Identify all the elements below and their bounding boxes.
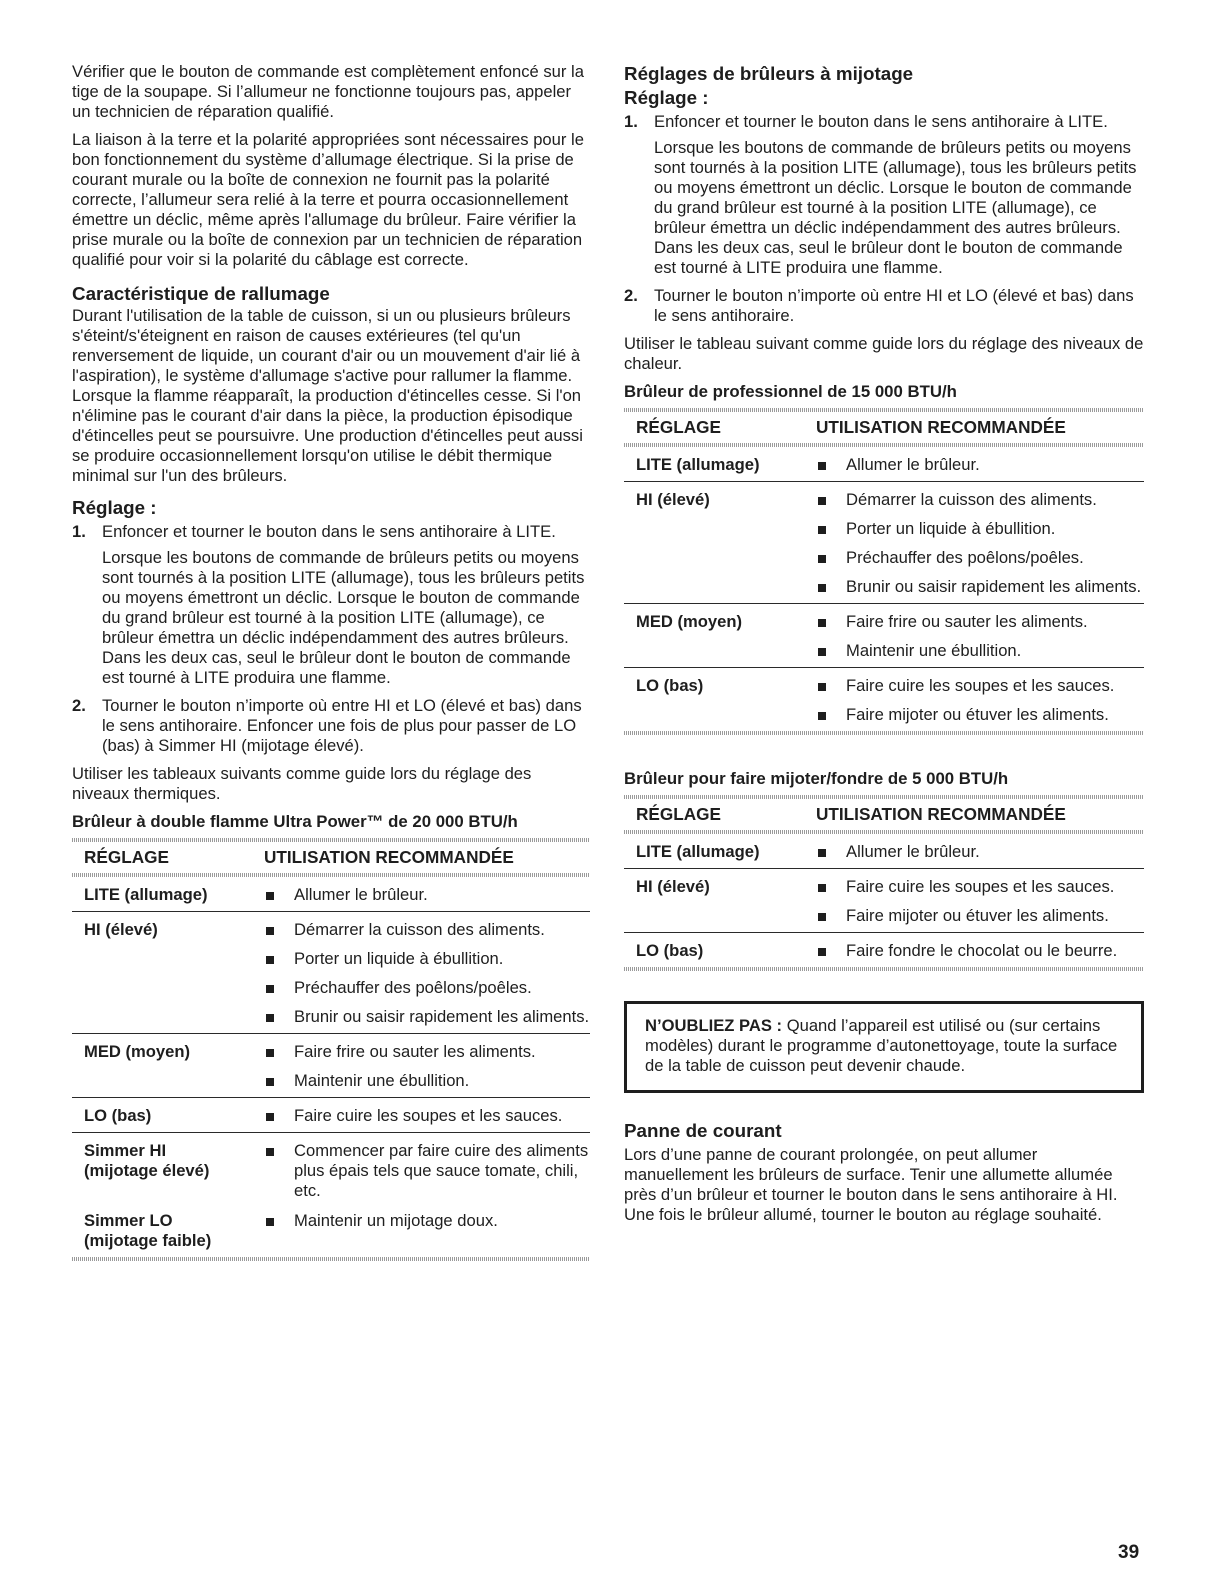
- recommended-uses: [264, 1042, 590, 1091]
- square-bullet-icon: [266, 1049, 274, 1057]
- square-bullet-icon: [266, 1078, 274, 1086]
- recommended-uses: [264, 1141, 590, 1201]
- use-item: [264, 1071, 590, 1091]
- setting-label: Simmer LO (mijotage faible): [84, 1211, 212, 1250]
- square-bullet-icon: [266, 1148, 274, 1156]
- setting-label: MED (moyen): [84, 1042, 191, 1061]
- recommended-uses: [264, 1211, 590, 1251]
- step-number: 1.: [72, 522, 86, 541]
- setting-label: HI (élevé): [84, 920, 158, 939]
- setting-label: LO (bas): [636, 941, 704, 960]
- square-bullet-icon: [818, 584, 826, 592]
- settings-table-double-flame: [72, 838, 590, 1261]
- table-bottom-rule: [72, 1257, 590, 1261]
- use-text: Maintenir une ébullition.: [846, 641, 1022, 660]
- table-row: [72, 1033, 590, 1097]
- step-number: 1.: [624, 112, 638, 131]
- use-text: Allumer le brûleur.: [846, 455, 980, 474]
- use-item: [264, 949, 590, 969]
- use-item: [816, 842, 1144, 862]
- step-2-right: [624, 286, 1144, 326]
- use-text: Faire mijoter ou étuver les aliments.: [846, 906, 1109, 925]
- table-row: [72, 1097, 590, 1132]
- left-column: [72, 62, 590, 1261]
- square-bullet-icon: [818, 849, 826, 857]
- use-text: Faire fondre le chocolat ou le beurre.: [846, 941, 1118, 960]
- use-text: Allumer le brûleur.: [294, 885, 428, 904]
- use-item: [816, 877, 1144, 897]
- square-bullet-icon: [818, 648, 826, 656]
- step-detail-text: Lorsque les boutons de commande de brûleurs petits ou moyens sont tournés à la position LITE (allumage), tous les brûleurs petits ou moyens émettront un déclic. Lorsque le bouton de commande du grand brûleur est tourné à la position LITE (allumage), ce brûleur émettra un déclic indépendamment des autres brûleurs. Dans les deux cas, seul le brûleur dont le bouton de commande est tourné à LITE produira une flamme.: [654, 138, 1137, 277]
- table-title-simmer-melt: Brûleur pour faire mijoter/fondre de 5 000 BTU/h: [624, 769, 1009, 788]
- setting-label: MED (moyen): [636, 612, 743, 631]
- use-item: [816, 941, 1144, 961]
- notice-body: Quand l’appareil est utilisé ou (sur certains modèles) durant le programme d’autonettoyage, toute la surface de la table de cuisson peut devenir chaude.: [645, 1016, 1118, 1075]
- table-bottom-rule: [624, 967, 1144, 971]
- use-text: Porter un liquide à ébullition.: [846, 519, 1056, 538]
- page-number: 39: [1118, 1542, 1140, 1563]
- setting-label: LO (bas): [636, 676, 704, 695]
- use-text: Faire frire ou sauter les aliments.: [846, 612, 1088, 631]
- table-row: [624, 932, 1144, 967]
- setting-label: LITE (allumage): [84, 885, 208, 904]
- step-number: 2.: [72, 696, 86, 715]
- table-header-row: [624, 412, 1144, 443]
- square-bullet-icon: [266, 927, 274, 935]
- guide-text-left: Utiliser les tableaux suivants comme guide lors du réglage des niveaux thermiques.: [72, 764, 532, 803]
- table-header-row: [72, 842, 590, 873]
- setting-label: LITE (allumage): [636, 455, 760, 474]
- use-text: Démarrer la cuisson des aliments.: [294, 920, 545, 939]
- use-item: [816, 519, 1144, 539]
- use-item: [816, 577, 1144, 597]
- use-item: [264, 1007, 590, 1027]
- setting-label: Simmer HI (mijotage élevé): [84, 1141, 210, 1180]
- right-column: [624, 62, 1144, 1225]
- recommended-uses: [816, 676, 1144, 725]
- table-row: [72, 1207, 590, 1257]
- use-text: Faire cuire les soupes et les sauces.: [294, 1106, 563, 1125]
- column-header-recommended-use: UTILISATION RECOMMANDÉE: [816, 804, 1066, 824]
- square-bullet-icon: [818, 712, 826, 720]
- intro-paragraph-2: La liaison à la terre et la polarité appropriées sont nécessaires pour le bon fonctionnement du système d’allumage électrique. Si la prise de courant murale ou la boîte de connexion ne fournit pas la polarité correcte, l’allumeur sera relié à la terre et pourra occasionnellement émettre un déclic, même après l'allumage du brûleur. Faire vérifier la prise murale ou la boîte de connexion par un technicien de réparation qualifié pour voir si la polarité du câblage est correcte.: [72, 130, 584, 269]
- square-bullet-icon: [266, 1014, 274, 1022]
- use-text: Maintenir une ébullition.: [294, 1071, 470, 1090]
- power-outage-heading: Panne de courant: [624, 1120, 782, 1141]
- step-1-right: [624, 112, 1144, 278]
- table-row: [72, 1132, 590, 1207]
- use-item: [816, 705, 1144, 725]
- use-text: Préchauffer des poêlons/poêles.: [846, 548, 1084, 567]
- guide-text-right: Utiliser le tableau suivant comme guide lors du réglage des niveaux de chaleur.: [624, 334, 1144, 373]
- recommended-uses: [816, 455, 1144, 475]
- table-header-row: [624, 799, 1144, 830]
- use-text: Commencer par faire cuire des aliments plus épais tels que sauce tomate, chili, etc.: [294, 1141, 589, 1200]
- step-number: 2.: [624, 286, 638, 305]
- column-header-setting: RÉGLAGE: [636, 417, 721, 437]
- square-bullet-icon: [266, 985, 274, 993]
- use-text: Porter un liquide à ébullition.: [294, 949, 504, 968]
- column-header-recommended-use: UTILISATION RECOMMANDÉE: [264, 847, 514, 867]
- table-row: [624, 868, 1144, 932]
- square-bullet-icon: [818, 462, 826, 470]
- recommended-uses: [264, 885, 590, 905]
- relight-feature-text: Durant l'utilisation de la table de cuisson, si un ou plusieurs brûleurs s'éteint/s'éteignent en raison de causes extérieures (tel qu'un renversement de liquide, un courant d'air ou un mouvement d'air lié à l'aspiration), le système d'allumage s'active pour rallumer la flamme. Lorsque la flamme réapparaît, la production d'étincelles cesse. Si l'on n'élimine pas le courant d'air dans la pièce, la production épisodique d'étincelles peut se poursuivre. Une production d'étincelles peut aussi se produire occasionnellement lorsqu'on utilise le débit thermique minimal sur l'un des brûleurs.: [72, 306, 583, 485]
- square-bullet-icon: [818, 683, 826, 691]
- step-main-text: Enfoncer et tourner le bouton dans le sens antihoraire à LITE.: [654, 112, 1108, 131]
- use-text: Faire cuire les soupes et les sauces.: [846, 877, 1115, 896]
- setting-heading-left: Réglage :: [72, 497, 157, 518]
- warning-notice-box: [624, 1001, 1144, 1093]
- table-title-professional: Brûleur de professionnel de 15 000 BTU/h: [624, 382, 957, 401]
- use-item: [816, 548, 1144, 568]
- table-bottom-rule: [624, 731, 1144, 735]
- relight-feature-heading: Caractéristique de rallumage: [72, 283, 330, 304]
- step-2-left: [72, 696, 590, 756]
- setting-label: LO (bas): [84, 1106, 152, 1125]
- recommended-uses: [816, 842, 1144, 862]
- use-text: Faire frire ou sauter les aliments.: [294, 1042, 536, 1061]
- table-row: [72, 911, 590, 1033]
- recommended-uses: [816, 612, 1144, 661]
- setting-label: HI (élevé): [636, 877, 710, 896]
- settings-table-professional: [624, 408, 1144, 735]
- use-text: Faire mijoter ou étuver les aliments.: [846, 705, 1109, 724]
- use-text: Démarrer la cuisson des aliments.: [846, 490, 1097, 509]
- use-item: [264, 920, 590, 940]
- use-item: [816, 906, 1144, 926]
- column-header-setting: RÉGLAGE: [84, 847, 169, 867]
- square-bullet-icon: [818, 948, 826, 956]
- power-outage-text: Lors d’une panne de courant prolongée, on peut allumer manuellement les brûleurs de surface. Tenir une allumette allumée près d’un brûleur et tourner le bouton dans le sens antihoraire à HI. Une fois le brûleur allumé, tourner le bouton au réglage souhaité.: [624, 1145, 1118, 1224]
- notice-label: N’OUBLIEZ PAS :: [645, 1016, 783, 1035]
- recommended-uses: [264, 1106, 590, 1126]
- use-text: Brunir ou saisir rapidement les aliments.: [846, 577, 1142, 596]
- use-text: Brunir ou saisir rapidement les aliments.: [294, 1007, 590, 1026]
- simmer-settings-heading: Réglages de brûleurs à mijotage: [624, 63, 914, 84]
- square-bullet-icon: [266, 1218, 274, 1226]
- step-main-text: Tourner le bouton n’importe où entre HI et LO (élevé et bas) dans le sens antihoraire. Enfoncer une fois de plus pour passer de LO (bas) à Simmer HI (mijotage élevé).: [102, 696, 582, 755]
- square-bullet-icon: [818, 497, 826, 505]
- step-1-left: [72, 522, 590, 688]
- step-main-text: Tourner le bouton n’importe où entre HI et LO (élevé et bas) dans le sens antihoraire.: [654, 286, 1134, 325]
- use-item: [264, 885, 590, 905]
- setting-label: HI (élevé): [636, 490, 710, 509]
- setting-heading-right: Réglage :: [624, 87, 709, 108]
- use-text: Préchauffer des poêlons/poêles.: [294, 978, 532, 997]
- recommended-uses: [816, 941, 1144, 961]
- use-item: [816, 676, 1144, 696]
- table-row: [624, 834, 1144, 868]
- use-item: [264, 978, 590, 998]
- use-item: [264, 1042, 590, 1062]
- table-row: [72, 877, 590, 911]
- square-bullet-icon: [818, 619, 826, 627]
- use-item: [816, 612, 1144, 632]
- square-bullet-icon: [818, 913, 826, 921]
- square-bullet-icon: [818, 555, 826, 563]
- table-row: [624, 667, 1144, 731]
- square-bullet-icon: [266, 1113, 274, 1121]
- column-header-recommended-use: UTILISATION RECOMMANDÉE: [816, 417, 1066, 437]
- use-text: Maintenir un mijotage doux.: [294, 1211, 498, 1230]
- step-detail-text: Lorsque les boutons de commande de brûleurs petits ou moyens sont tournés à la position LITE (allumage), tous les brûleurs petits ou moyens émettront un déclic. Lorsque le bouton de commande du grand brûleur est tourné à la position LITE (allumage), ce brûleur émettra un déclic indépendamment des autres brûleurs. Dans les deux cas, seul le brûleur dont le bouton de commande est tourné à LITE produira une flamme.: [102, 548, 585, 687]
- table-row: [624, 603, 1144, 667]
- use-text: Faire cuire les soupes et les sauces.: [846, 676, 1115, 695]
- recommended-uses: [816, 490, 1144, 597]
- recommended-uses: [264, 920, 590, 1027]
- use-text: Allumer le brûleur.: [846, 842, 980, 861]
- use-item: [816, 641, 1144, 661]
- column-header-setting: RÉGLAGE: [636, 804, 721, 824]
- square-bullet-icon: [266, 956, 274, 964]
- table-row: [624, 447, 1144, 481]
- settings-table-simmer-melt: [624, 795, 1144, 971]
- square-bullet-icon: [818, 884, 826, 892]
- step-main-text: Enfoncer et tourner le bouton dans le sens antihoraire à LITE.: [102, 522, 556, 541]
- setting-label: LITE (allumage): [636, 842, 760, 861]
- notice-text: [645, 1016, 1123, 1076]
- use-item: [816, 455, 1144, 475]
- table-title-double-flame: Brûleur à double flamme Ultra Power™ de 20 000 BTU/h: [72, 812, 518, 831]
- use-item: [264, 1211, 590, 1231]
- recommended-uses: [816, 877, 1144, 926]
- square-bullet-icon: [266, 892, 274, 900]
- intro-paragraph-1: Vérifier que le bouton de commande est complètement enfoncé sur la tige de la soupape. Si l’allumeur ne fonctionne toujours pas, appeler un technicien de réparation qualifié.: [72, 62, 584, 121]
- square-bullet-icon: [818, 526, 826, 534]
- use-item: [264, 1141, 590, 1201]
- use-item: [816, 490, 1144, 510]
- table-row: [624, 481, 1144, 603]
- use-item: [264, 1106, 590, 1126]
